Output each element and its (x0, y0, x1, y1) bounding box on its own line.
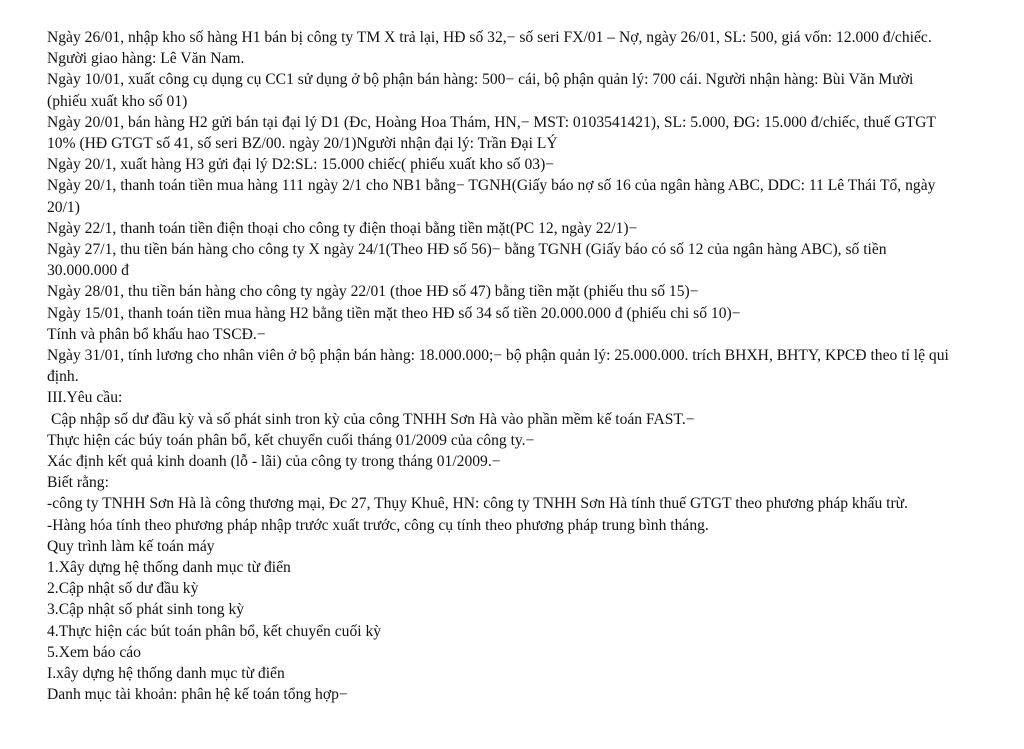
text-line: Ngày 20/1, xuất hàng H3 gửi đại lý D2:SL: 15.000 chiếc( phiếu xuất kho số 03)− (47, 156, 555, 174)
text-line: Quy trình làm kế toán máy (47, 537, 215, 555)
list-item: 2.Cập nhật số dư đầu kỳ (47, 580, 199, 598)
text-line: Ngày 26/01, nhập kho số hàng H1 bán bị công ty TM X trả lại, HĐ số 32,− số seri FX/01 – Nợ, ngày 26/01, SL: 500, giá vốn: 12.000 đ/chiếc. (47, 29, 932, 46)
text-line: Ngày 31/01, tính lương cho nhân viên ở bộ phận bán hàng: 18.000.000;− bộ phận quản lý: 25.000.000. trích BHXH, BHTY, KPCĐ theo tỉ lệ qui (47, 347, 949, 365)
text-line: 30.000.000 đ (47, 262, 129, 280)
text-line: (phiếu xuất kho số 01) (47, 92, 188, 110)
text-line: Danh mục tài khoản: phân hệ kế toán tổng hợp− (47, 686, 348, 704)
text-line: Ngày 10/01, xuất công cụ dụng cụ CC1 sử dụng ở bộ phận bán hàng: 500− cái, bộ phận quản lý: 700 cái. Người nhận hàng: Bùi Văn Mười (47, 71, 914, 89)
text-line: 20/1) (47, 198, 80, 216)
list-item: 4.Thực hiện các bút toán phân bổ, kết chuyển cuối kỳ (47, 622, 382, 640)
text-line: -công ty TNHH Sơn Hà là công thương mại, Đc 27, Thụy Khuê, HN: công ty TNHH Sơn Hà tính thuế GTGT theo phương pháp khấu trừ. (47, 495, 909, 513)
text-line: Ngày 22/1, thanh toán tiền điện thoại cho công ty điện thoại bằng tiền mặt(PC 12, ngày 22/1)− (47, 219, 638, 237)
text-line: Tính và phân bổ khấu hao TSCĐ.− (47, 325, 266, 343)
text-line: -Hàng hóa tính theo phương pháp nhập trước xuất trước, công cụ tính theo phương pháp trung bình tháng. (47, 516, 709, 534)
text-line: Thực hiện các búy toán phân bổ, kết chuyển cuối tháng 01/2009 của công ty.− (47, 431, 535, 449)
list-item: 3.Cập nhật số phát sinh tong kỳ (47, 601, 245, 619)
text-line: Người giao hàng: Lê Văn Nam. (47, 50, 245, 68)
text-line: Ngày 28/01, thu tiền bán hàng cho công ty ngày 22/01 (thoe HĐ số 47) bằng tiền mặt (phiếu thu số 15)− (47, 283, 699, 301)
section-heading: III.Yêu cầu: (47, 389, 123, 407)
text-line: Ngày 27/1, thu tiền bán hàng cho công ty X ngày 24/1(Theo HĐ số 56)− bằng TGNH (Giấy báo có số 12 của ngân hàng ABC), số tiền (47, 241, 887, 259)
section-heading: I.xây dựng hệ thống danh mục từ điển (47, 665, 285, 683)
text-line: 10% (HĐ GTGT số 41, số seri BZ/00. ngày 20/1)Người nhận đại lý: Trần Đại LÝ (47, 135, 558, 153)
text-line: Biết rằng: (47, 474, 109, 492)
list-item: 1.Xây dựng hệ thống danh mục từ điển (47, 559, 291, 577)
text-line: định. (47, 368, 79, 386)
text-line: Cập nhập số dư đầu kỳ và số phát sinh tron kỳ của công TNHH Sơn Hà vào phần mềm kế toán FAST.− (51, 410, 695, 428)
text-line: Ngày 20/01, bán hàng H2 gửi bán tại đại lý D1 (Đc, Hoàng Hoa Thám, HN,− MST: 0103541421), SL: 5.000, ĐG: 15.000 đ/chiếc, thuế GTGT (47, 113, 936, 131)
document-text (47, 27, 977, 706)
list-item: 5.Xem báo cáo (47, 643, 141, 661)
text-line: Ngày 15/01, thanh toán tiền mua hàng H2 bằng tiền mặt theo HĐ số 34 số tiền 20.000.000 đ (phiếu chi số 10)− (47, 304, 741, 322)
text-line: Ngày 20/1, thanh toán tiền mua hàng 111 ngày 2/1 cho NB1 bằng− TGNH(Giấy báo nợ số 16 của ngân hàng ABC, DDC: 11 Lê Thái Tổ, ngày (47, 177, 936, 195)
text-line: Xác định kết quả kinh doanh (lỗ - lãi) của công ty trong tháng 01/2009.− (47, 453, 501, 471)
